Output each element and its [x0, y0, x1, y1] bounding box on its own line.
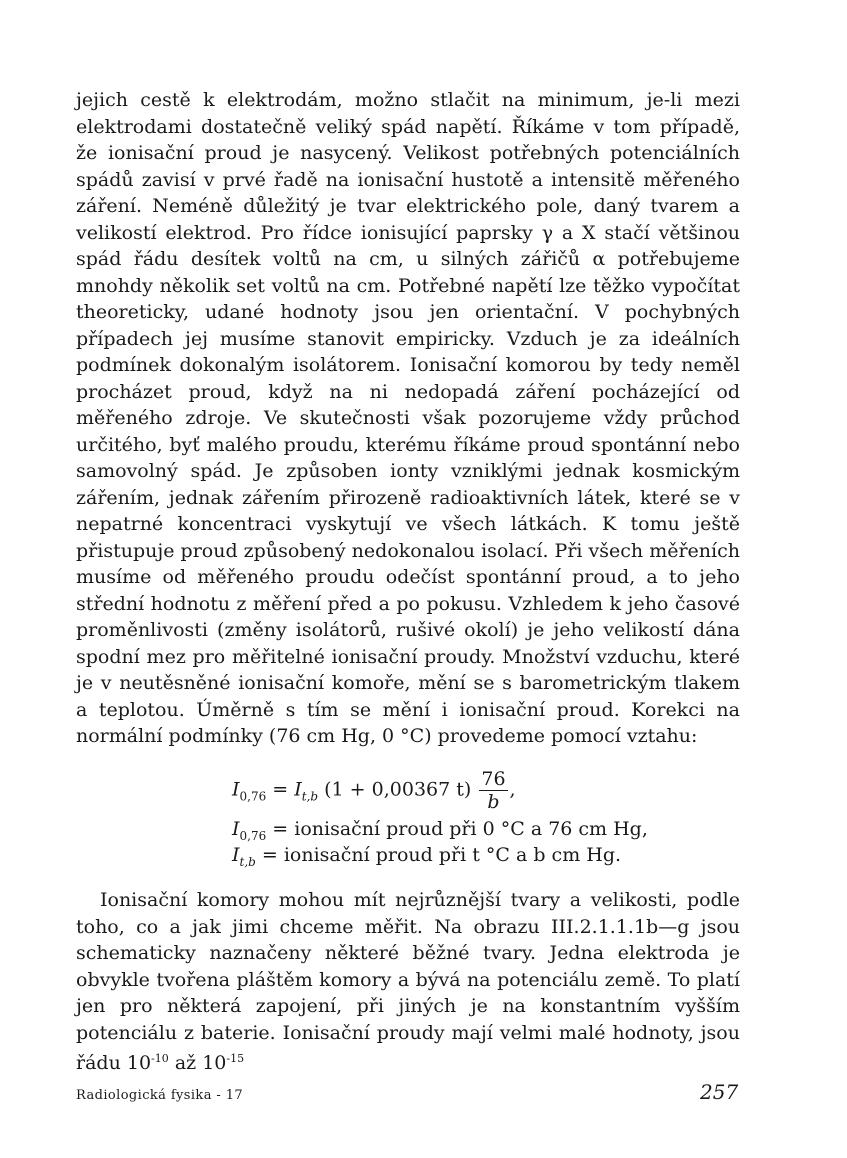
def2-text: = ionisační proud při t °C a b cm Hg. — [261, 844, 622, 866]
formula-rhs-subscript: t,b — [301, 789, 319, 804]
body-paragraph-1: jejich cestě k elektrodám, možno stlačit na minimum, je-li mezi elektrodami dostatečně veliký spád napětí. Říkáme v tom případě, že ionisační proud je nasycený. Velikost potřebných potenciálních spádů zavisí v prvé řadě na ionisační hustotě a intensitě měřeného záření. Neméně důležitý je tvar elektrického pole, daný tvarem a velikostí elektrod. Pro řídce ionisující paprsky γ a X stačí většinou spád řádu desítek voltů na cm, u silných zářičů α potřebujeme mnohdy několik set voltů na cm. Potřebné napětí lze těžko vypočítat theoreticky, udané hodnoty jsou jen orientační. V pochybných případech jej musíme stanovit empiricky. Vzduch je za ideálních podmínek dokonalým isolátorem. Ionisační komorou by tedy neměl procházet proud, když na ni nedopadá záření pocházející od měřeného zdroje. Ve skutečnosti však pozorujeme vždy průchod určitého, byť malého proudu, kterému říkáme proud spontánní nebo samovolný spád. Je způsoben ionty vzniklými jednak kosmickým zářením, jednak zářením přirozeně radioaktivních látek, které se v nepatrné koncentraci vyskytují ve všech látkách. K tomu ještě přistupuje proud způsobený nedokonalou isolací. Při všech měřeních musíme od měřeného proudu odečíst spontánní proud, a to jeho střední hodnotu z měření před a po pokusu. Vzhledem k jeho časové proměnlivosti (změny isolátorů, rušivé okolí) je jeho velikostí dána spodní mez pro měřitelné ionisační proudy. Množství vzduchu, které je v neutěsněné ionisační komoře, mění se s barometrickým tlakem a teplotou. Úměrně s tím se mění i ionisační proud. Korekci na normální podmínky (76 cm Hg, 0 °C) provedeme pomocí vztahu: — [76, 89, 740, 747]
power-exponent-1: -10 — [151, 1052, 169, 1065]
formula-rhs-expression: (1 + 0,00367 t) — [324, 778, 472, 801]
paragraph-2-text: Ionisační komory mohou mít nejrůznější tvary a velikosti, podle toho, co a jak jimi chceme měřit. Na obrazu III.2.1.1.1b—g jsou schematicky naznačeny některé běžné tvary. Jedna elektroda je obvykle tvořena pláštěm komory a bývá na potenciálu země. To platí jen pro některá zapojení, při jiných je na konstantním vyšším potenciálu z baterie. Ionisační proudy mají velmi malé hodnoty, jsou řádu — [76, 889, 740, 1074]
fraction-numerator: 76 — [481, 768, 506, 790]
power-base-1: 10 — [126, 1052, 152, 1074]
range-end — [202, 1052, 244, 1074]
def1-text: = ionisační proud při 0 °C a 76 cm Hg, — [272, 818, 648, 840]
formula-fraction — [479, 768, 507, 813]
range-conjunction: až — [174, 1052, 197, 1074]
formula-definition-1 — [232, 818, 648, 843]
formula-equals: = — [272, 778, 289, 801]
fraction-denominator: b — [487, 791, 500, 813]
formula-lhs-subscript: 0,76 — [239, 789, 267, 804]
footer-signature: Radiologická fysika - 17 — [76, 1088, 244, 1103]
formula-rhs-symbol: I — [294, 778, 302, 801]
correction-formula — [232, 762, 672, 872]
formula-lhs-symbol: I — [232, 778, 240, 801]
body-paragraph-2 — [76, 887, 740, 1077]
formula-trailing-comma: , — [509, 778, 516, 801]
formula-main-line — [232, 768, 516, 813]
range-start — [127, 1052, 169, 1074]
def1-subscript: 0,76 — [239, 829, 267, 843]
formula-definition-2 — [232, 844, 621, 869]
page-number: 257 — [700, 1080, 739, 1104]
def1-symbol: I — [232, 818, 240, 840]
power-exponent-2: -15 — [226, 1052, 245, 1065]
def2-symbol: I — [232, 844, 240, 866]
def2-subscript: t,b — [239, 855, 256, 869]
power-base-2: 10 — [202, 1052, 227, 1074]
